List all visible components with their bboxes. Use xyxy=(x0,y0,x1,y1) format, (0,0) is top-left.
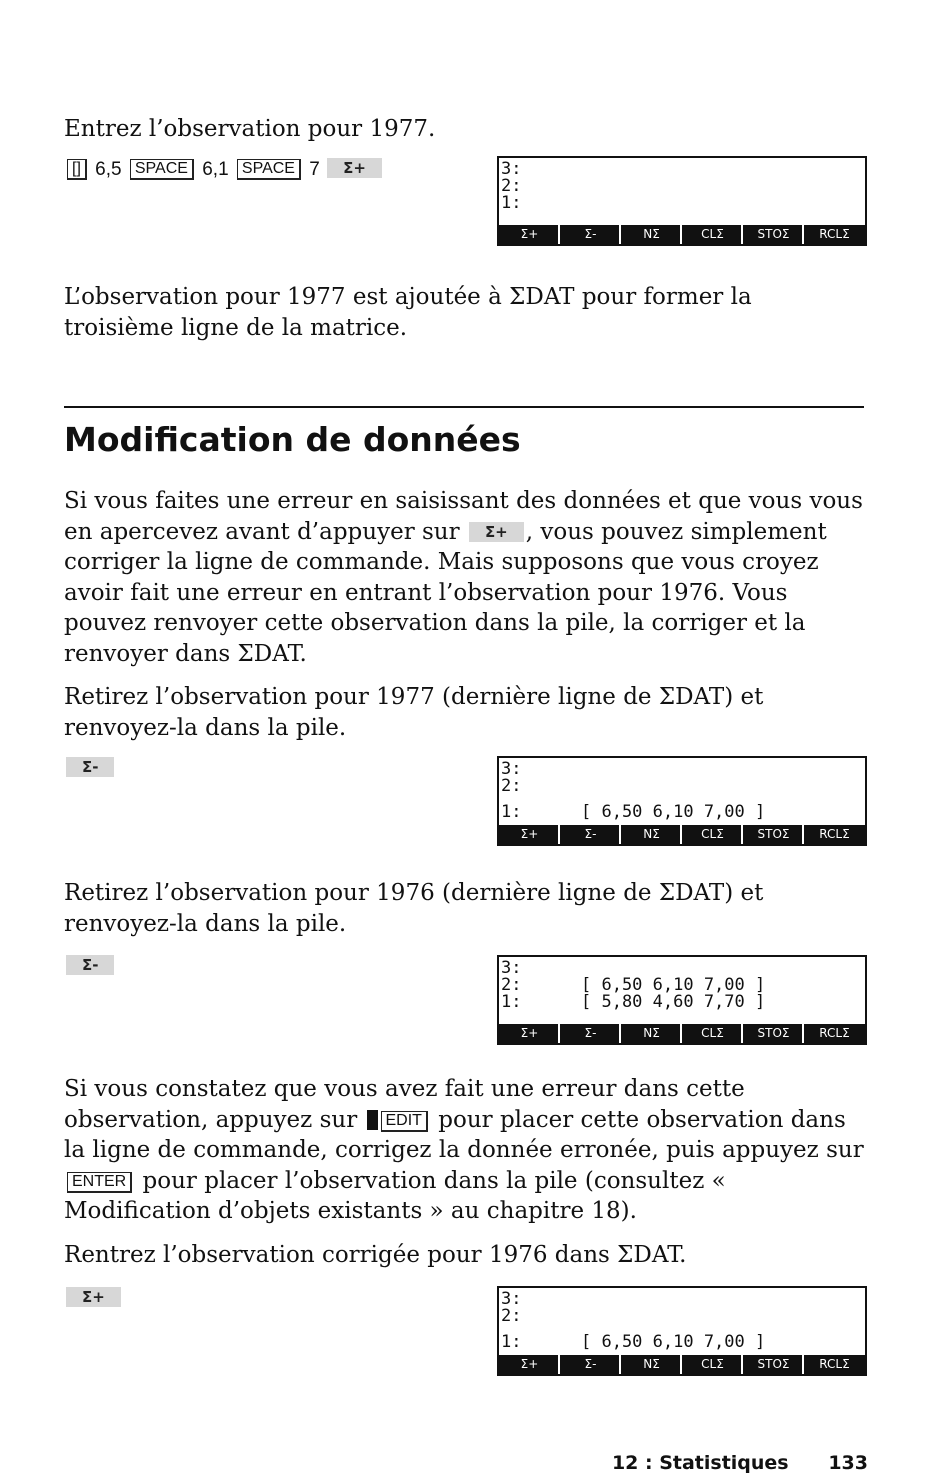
menu-cl-sigma[interactable]: CLΣ xyxy=(684,1355,743,1374)
menu-n-sigma[interactable]: NΣ xyxy=(623,825,682,844)
menu-cl-sigma[interactable]: CLΣ xyxy=(684,225,743,244)
calculator-display-4 xyxy=(497,1286,867,1376)
stack-value-1: [ 5,80 4,60 7,70 ] xyxy=(581,992,766,1012)
value-2: 6,1 xyxy=(202,159,229,180)
section-divider xyxy=(64,406,864,408)
sigma-plus-softkey[interactable]: Σ+ xyxy=(469,522,524,542)
space-key[interactable]: SPACE xyxy=(237,159,301,180)
intro-text: Entrez l’observation pour 1977. xyxy=(64,116,436,142)
menu-sigma-plus[interactable]: Σ+ xyxy=(501,1355,560,1374)
stack-level-1: 1: xyxy=(501,802,522,822)
menu-rcl-sigma[interactable]: RCLΣ xyxy=(819,227,850,241)
menu-n-sigma[interactable]: NΣ xyxy=(623,1024,682,1043)
edit-key[interactable]: EDIT xyxy=(381,1111,428,1132)
section-title: Modification de données xyxy=(64,420,521,459)
menu-n-sigma[interactable]: NΣ xyxy=(623,225,682,244)
stack-value-1: [ 6,50 6,10 7,00 ] xyxy=(581,1332,766,1352)
stack-level-2: 2: xyxy=(501,176,522,196)
calculator-display-3 xyxy=(497,955,867,1045)
shift-key-icon[interactable] xyxy=(367,1110,378,1130)
page-number: 133 xyxy=(828,1452,868,1474)
page-footer xyxy=(612,1452,868,1474)
value-1: 6,5 xyxy=(95,159,122,180)
step3-text: Rentrez l’observation corrigée pour 1976 dans ΣDAT. xyxy=(64,1242,687,1268)
menu-sigma-minus[interactable]: Σ- xyxy=(562,1024,621,1043)
menu-sto-sigma[interactable]: STOΣ xyxy=(745,1355,804,1374)
softkey-menu xyxy=(499,1355,865,1374)
softkey-menu xyxy=(499,225,865,244)
stack-level-3: 3: xyxy=(501,759,522,779)
stack-level-1: 1: xyxy=(501,1332,522,1352)
menu-n-sigma[interactable]: NΣ xyxy=(623,1355,682,1374)
para-edit: Si vous constatez que vous avez fait une erreur dans cette observation, appuyez sur EDIT pour placer cette observation dans la ligne de commande, corrigez la donnée erronée, puis appuyez sur ENTER pour placer l’observation dans la pile (consultez « Modification d’objets existants » au chapitre 18). xyxy=(64,1076,864,1224)
space-key[interactable]: SPACE xyxy=(130,159,194,180)
stack-level-2: 2: xyxy=(501,1306,522,1326)
stack-level-2: 2: xyxy=(501,975,522,995)
menu-sigma-minus[interactable]: Σ- xyxy=(562,1355,621,1374)
bracket-key[interactable]: [] xyxy=(67,159,87,180)
stack-level-3: 3: xyxy=(501,958,522,978)
stack-level-1: 1: xyxy=(501,193,522,213)
footer-chapter: 12 : Statistiques xyxy=(611,1452,789,1474)
para-after-1977: L’observation pour 1977 est ajoutée à ΣDAT pour former la troisième ligne de la matrice. xyxy=(64,284,752,341)
menu-sto-sigma[interactable]: STOΣ xyxy=(745,225,804,244)
sigma-minus-softkey[interactable]: Σ- xyxy=(66,757,114,777)
stack-level-3: 3: xyxy=(501,159,522,179)
menu-sigma-plus[interactable]: Σ+ xyxy=(501,1024,560,1043)
stack-value-2: [ 6,50 6,10 7,00 ] xyxy=(581,975,766,995)
step1-text: Retirez l’observation pour 1977 (dernière ligne de ΣDAT) et renvoyez-la dans la pile. xyxy=(64,684,764,741)
stack-level-2: 2: xyxy=(501,776,522,796)
keystroke-sequence-1977 xyxy=(64,157,384,183)
sigma-plus-softkey[interactable]: Σ+ xyxy=(327,158,382,178)
calculator-display-1 xyxy=(497,156,867,246)
menu-rcl-sigma[interactable]: RCLΣ xyxy=(819,1357,850,1371)
menu-cl-sigma[interactable]: CLΣ xyxy=(684,825,743,844)
menu-sigma-plus[interactable]: Σ+ xyxy=(501,225,560,244)
sigma-minus-softkey[interactable]: Σ- xyxy=(66,955,114,975)
value-3: 7 xyxy=(309,159,320,180)
calculator-display-2 xyxy=(497,756,867,846)
menu-rcl-sigma[interactable]: RCLΣ xyxy=(819,827,850,841)
sigma-plus-softkey[interactable]: Σ+ xyxy=(66,1287,121,1307)
para-intro: Si vous faites une erreur en saisissant des données et que vous vous en apercevez avant d’appuyer sur Σ+ , vous pouvez simplement corriger la ligne de commande. Mais supposons que vous croyez avoir fait une erreur en entrant l’observation pour 1976. Vous pouvez renvoyer cette observation dans la pile, la corriger et la renvoyer dans ΣDAT. xyxy=(64,488,863,667)
menu-sto-sigma[interactable]: STOΣ xyxy=(745,1024,804,1043)
stack-value-1: [ 6,50 6,10 7,00 ] xyxy=(581,802,766,822)
enter-key[interactable]: ENTER xyxy=(67,1172,132,1193)
stack-level-1: 1: xyxy=(501,992,522,1012)
menu-sigma-plus[interactable]: Σ+ xyxy=(501,825,560,844)
menu-sigma-minus[interactable]: Σ- xyxy=(562,225,621,244)
menu-sto-sigma[interactable]: STOΣ xyxy=(745,825,804,844)
menu-rcl-sigma[interactable]: RCLΣ xyxy=(819,1026,850,1040)
step2-text: Retirez l’observation pour 1976 (dernière ligne de ΣDAT) et renvoyez-la dans la pile. xyxy=(64,880,764,937)
menu-cl-sigma[interactable]: CLΣ xyxy=(684,1024,743,1043)
stack-level-3: 3: xyxy=(501,1289,522,1309)
softkey-menu xyxy=(499,1024,865,1043)
softkey-menu xyxy=(499,825,865,844)
menu-sigma-minus[interactable]: Σ- xyxy=(562,825,621,844)
